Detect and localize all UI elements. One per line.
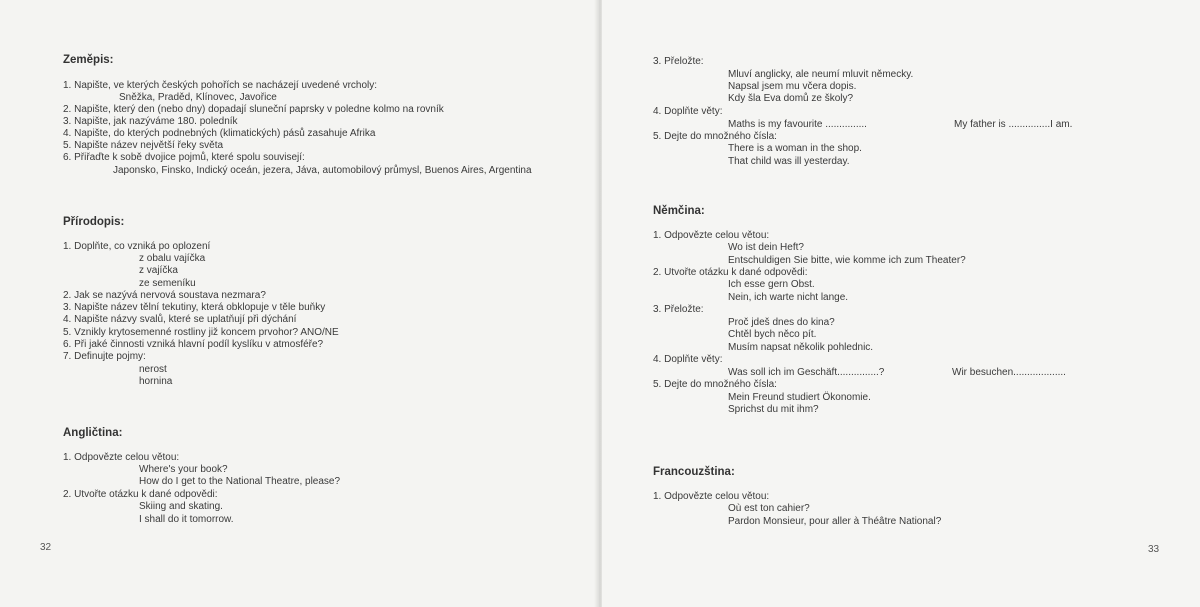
zemepis-line: Japonsko, Finsko, Indický oceán, jezera, Jáva, automobilový průmysl, Buenos Aires, Argentina	[113, 165, 532, 176]
page-number: 33	[1148, 544, 1160, 555]
francouzstina-line: Où est ton cahier?	[728, 503, 810, 514]
prirodopis-line: 2. Jak se nazývá nervová soustava nezmara?	[63, 290, 266, 301]
nemcina-line: Ich esse gern Obst.	[728, 279, 815, 290]
anglictina-line: Where's your book?	[139, 464, 228, 475]
nemcina-line: Musím napsat několik pohlednic.	[728, 342, 874, 353]
nemcina-line: Sprichst du mit ihm?	[728, 404, 819, 415]
anglictina-cont-line: 3. Přeložte:	[653, 56, 704, 67]
nemcina-line: 1. Odpovězte celou větou:	[653, 230, 770, 241]
prirodopis-line: hornina	[139, 376, 173, 387]
nemcina-line: 2. Utvořte otázku k dané odpovědi:	[653, 267, 808, 278]
zemepis-line: Sněžka, Praděd, Klínovec, Javořice	[119, 92, 277, 103]
prirodopis-line: nerost	[139, 364, 167, 375]
anglictina-line: Skiing and skating.	[139, 501, 223, 512]
anglictina-cont-line: That child was ill yesterday.	[728, 156, 850, 167]
anglictina-line: 1. Odpovězte celou větou:	[63, 452, 180, 463]
anglictina-cont-line: Maths is my favourite ...............	[728, 119, 867, 130]
prirodopis-line: 5. Vznikly krytosemenné rostliny již koncem prvohor? ANO/NE	[63, 327, 339, 338]
right-page	[602, 0, 1200, 607]
anglictina-cont-line: Napsal jsem mu včera dopis.	[728, 81, 857, 92]
prirodopis-line: z obalu vajíčka	[139, 253, 206, 264]
francouzstina-line: 1. Odpovězte celou větou:	[653, 491, 770, 502]
anglictina-cont-line: There is a woman in the shop.	[728, 143, 862, 154]
nemcina-line: Was soll ich im Geschäft...............?	[728, 367, 885, 378]
zemepis-line: 5. Napište název největší řeky světa	[63, 140, 224, 151]
anglictina-cont-line: Mluví anglicky, ale neumí mluvit německy.	[728, 69, 914, 80]
zemepis-line: 4. Napište, do kterých podnebných (klimatických) pásů zasahuje Afrika	[63, 128, 376, 139]
heading-anglictina: Angličtina:	[63, 427, 123, 439]
prirodopis-line: 6. Při jaké činnosti vzniká hlavní podíl kyslíku v atmosféře?	[63, 339, 324, 350]
prirodopis-line: 7. Definujte pojmy:	[63, 351, 146, 362]
heading-nemcina: Němčina:	[653, 205, 705, 217]
zemepis-line: 3. Napište, jak nazýváme 180. poledník	[63, 116, 238, 127]
nemcina-line: Entschuldigen Sie bitte, wie komme ich zum Theater?	[728, 255, 966, 266]
nemcina-line: Nein, ich warte nicht lange.	[728, 292, 849, 303]
prirodopis-line: z vajíčka	[139, 265, 178, 276]
left-page	[0, 0, 598, 607]
prirodopis-line: 4. Napište názvy svalů, které se uplatňují při dýchání	[63, 314, 297, 325]
zemepis-line: 6. Přiřaďte k sobě dvojice pojmů, které spolu souvisejí:	[63, 152, 305, 163]
heading-prirodopis: Přírodopis:	[63, 216, 125, 228]
zemepis-line: 2. Napište, který den (nebo dny) dopadají sluneční paprsky v poledne kolmo na rovník	[63, 104, 444, 115]
heading-francouzstina: Francouzština:	[653, 466, 735, 478]
anglictina-cont-line: 4. Doplňte věty:	[653, 106, 723, 117]
nemcina-line: 4. Doplňte věty:	[653, 354, 723, 365]
zemepis-line: 1. Napište, ve kterých českých pohořích se nacházejí uvedené vrcholy:	[63, 80, 378, 91]
anglictina-line: 2. Utvořte otázku k dané odpovědi:	[63, 489, 218, 500]
anglictina-line: I shall do it tomorrow.	[139, 514, 234, 525]
prirodopis-line: 1. Doplňte, co vzniká po oplození	[63, 241, 211, 252]
nemcina-line: Chtěl bych něco pít.	[728, 329, 817, 340]
nemcina-line: 5. Dejte do množného čísla:	[653, 379, 777, 390]
nemcina-line: Proč jdeš dnes do kina?	[728, 317, 835, 328]
nemcina-line: Mein Freund studiert Ökonomie.	[728, 392, 871, 403]
prirodopis-line: ze semeníku	[139, 278, 196, 289]
prirodopis-line: 3. Napište název tělní tekutiny, která obklopuje v těle buňky	[63, 302, 326, 313]
anglictina-line: How do I get to the National Theatre, please?	[139, 476, 341, 487]
nemcina-line: 3. Přeložte:	[653, 304, 704, 315]
heading-zemepis: Zeměpis:	[63, 54, 114, 66]
anglictina-cont-line: Kdy šla Eva domů ze školy?	[728, 93, 854, 104]
anglictina-cont-line: 5. Dejte do množného čísla:	[653, 131, 777, 142]
anglictina-cont-line: My father is ...............I am.	[954, 119, 1073, 130]
nemcina-line: Wir besuchen...................	[952, 367, 1066, 378]
nemcina-line: Wo ist dein Heft?	[728, 242, 804, 253]
francouzstina-line: Pardon Monsieur, pour aller à Théâtre National?	[728, 516, 942, 527]
page-number: 32	[40, 542, 52, 553]
